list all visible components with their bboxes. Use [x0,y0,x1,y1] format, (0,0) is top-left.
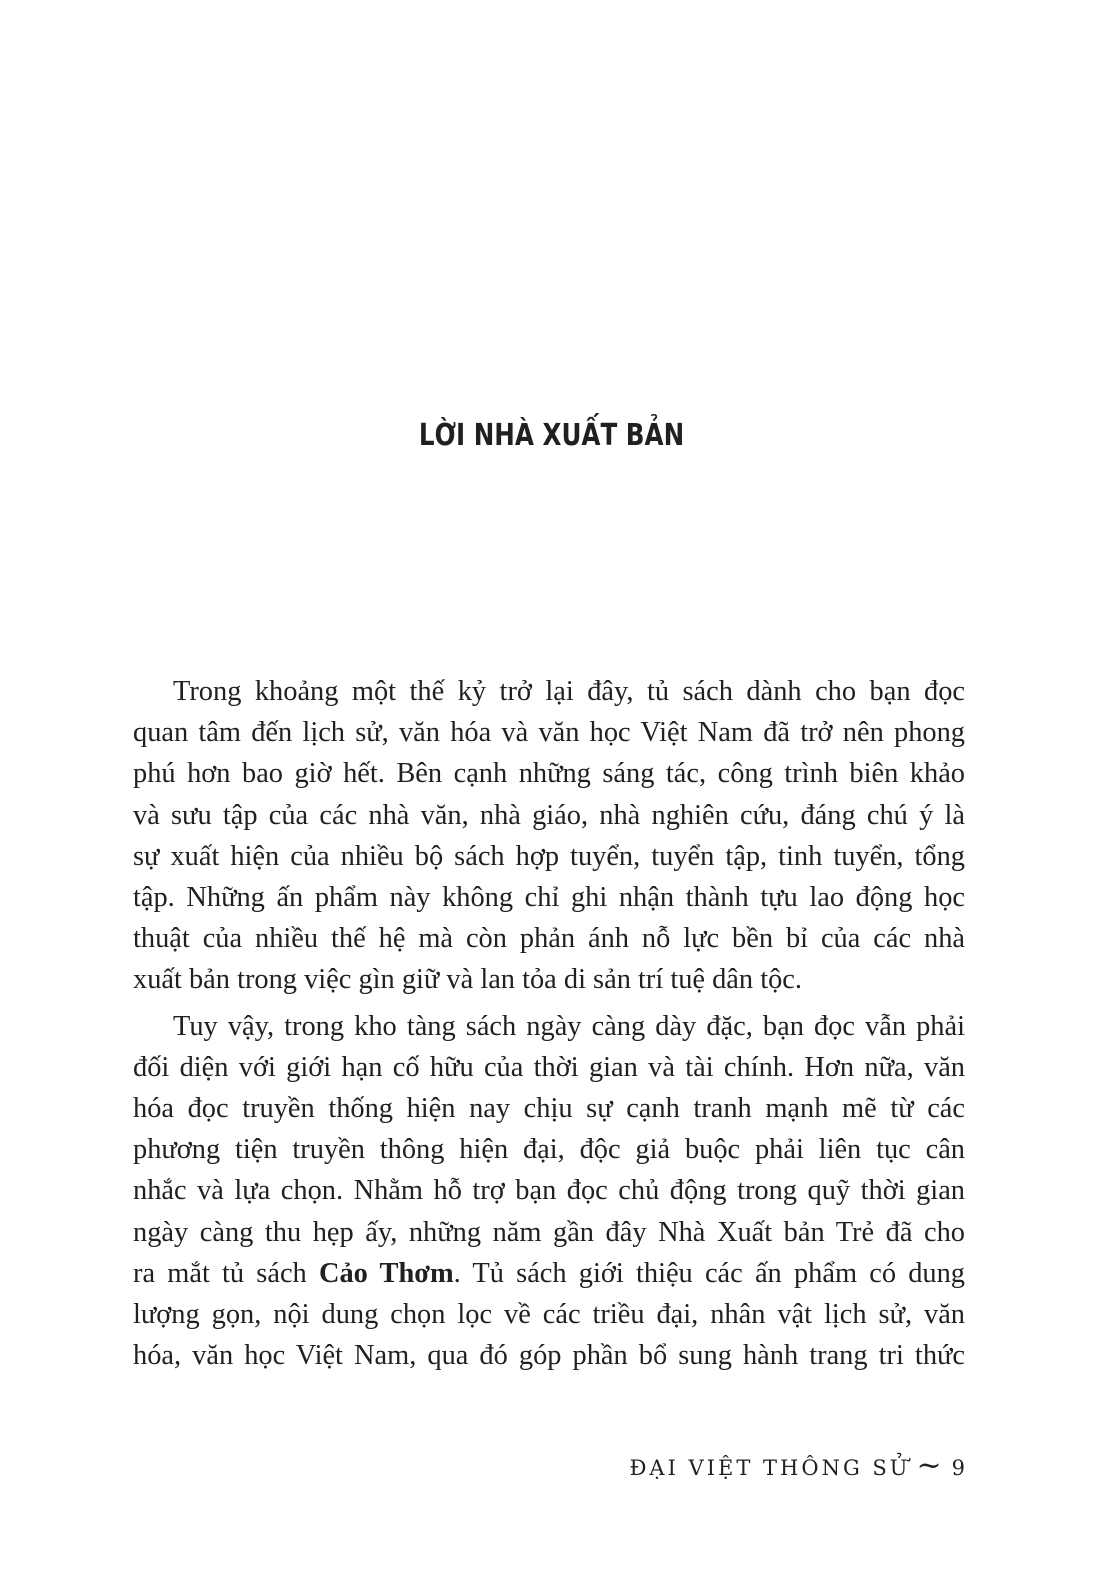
paragraph-1-line: xuất bản trong việc gìn giữ và lan tỏa di sản trí tuệ dân tộc. [133,964,802,996]
paragraph-1-line: sự xuất hiện của nhiều bộ sách hợp tuyển, tuyển tập, tinh tuyển, tổng [133,840,965,872]
paragraph-1-line: và sưu tập của các nhà văn, nhà giáo, nhà nghiên cứu, đáng chú ý là [133,799,965,831]
footer-book-title: ĐẠI VIỆT THÔNG SỬ [629,1455,911,1480]
page-number: 9 [951,1455,965,1480]
paragraph-1-line: phú hơn bao giờ hết. Bên cạnh những sáng tác, công trình biên khảo [133,758,965,790]
paragraph-2-line: đối diện với giới hạn cố hữu của thời gian và tài chính. Hơn nữa, văn [133,1051,965,1083]
paragraph-1-line: quan tâm đến lịch sử, văn hóa và văn học Việt Nam đã trở nên phong [133,717,965,749]
paragraph-2-line: phương tiện truyền thông hiện đại, độc giả buộc phải liên tục cân [133,1134,965,1166]
paragraph-1-line: thuật của nhiều thế hệ mà còn phản ánh nỗ lực bền bỉ của các nhà [133,923,965,955]
paragraph-1-line: tập. Những ấn phẩm này không chỉ ghi nhận thành tựu lao động học [133,882,965,914]
paragraph-2-line: nhắc và lựa chọn. Nhằm hỗ trợ bạn đọc chủ động trong quỹ thời gian [133,1175,965,1207]
paragraph-1-line: Trong khoảng một thế kỷ trở lại đây, tủ sách dành cho bạn đọc [173,676,965,707]
running-footer [629,1450,965,1485]
paragraph-2-line: lượng gọn, nội dung chọn lọc về các triều đại, nhân vật lịch sử, văn [133,1299,965,1331]
paragraph-2-line: ngày càng thu hẹp ấy, những năm gần đây Nhà Xuất bản Trẻ đã cho [133,1216,965,1248]
paragraph-2-line-with-bold [133,1253,965,1294]
line-text-before: ra mắt tủ sách [133,1257,319,1289]
paragraph-2-line: Tuy vậy, trong kho tàng sách ngày càng dày đặc, bạn đọc vẫn phải [173,1010,965,1042]
series-name-bold: Cảo Thơm [318,1257,454,1289]
line-text-after: . Tủ sách giới thiệu các ấn phẩm có dung [453,1257,965,1289]
paragraph-2-line: hóa, văn học Việt Nam, qua đó góp phần bổ sung hành trang tri thức [133,1340,965,1372]
body-text [133,671,965,1376]
tilde-separator-icon: ~ [916,1448,942,1483]
page-title: LỜI NHÀ XUẤT BẢN [418,418,685,453]
paragraph-2-line: hóa đọc truyền thống hiện nay chịu sự cạnh tranh mạnh mẽ từ các [133,1093,965,1125]
